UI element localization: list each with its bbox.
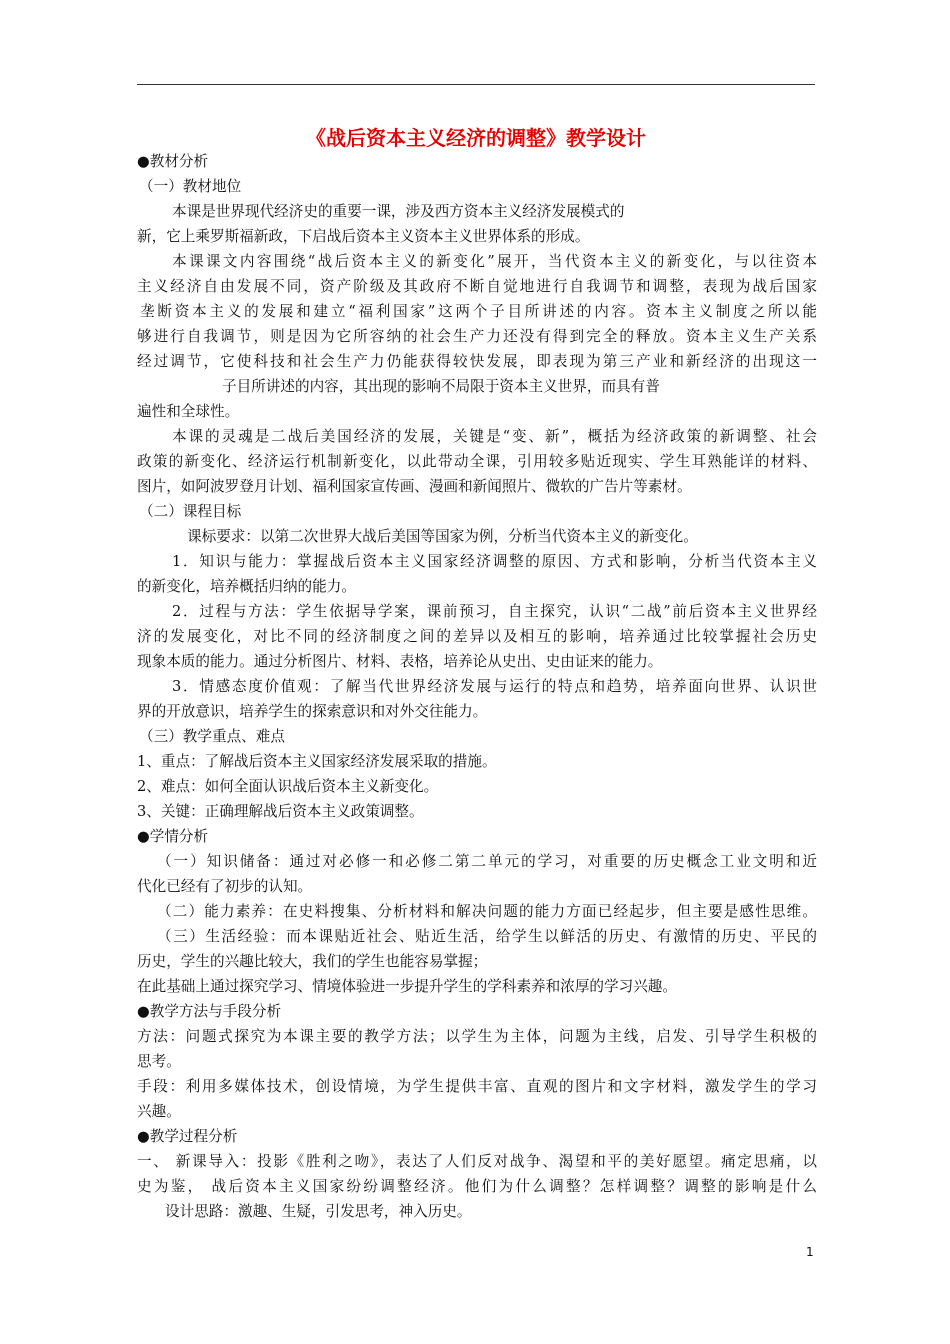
body-line: （三）教学重点、难点 (139, 728, 285, 745)
body-line: 思考。 (137, 1053, 181, 1070)
body-line: 主义经济自由发展不同，资产阶级及其政府不断自觉地进行自我调节和调整，表现为战后国家 (137, 278, 817, 295)
body-line: 设计思路：激趣、生疑，引发思考，神入历史。 (165, 1203, 472, 1220)
body-line: 界的开放意识，培养学生的探索意识和对外交往能力。 (137, 703, 488, 720)
body-line: ●教学过程分析 (137, 1128, 238, 1145)
body-line: （三）生活经验：而本课贴近社会、贴近生活，给学生以鲜活的历史、有激情的历史、平民的 (157, 928, 817, 945)
body-line: （二）能力素养：在史料搜集、分析材料和解决问题的能力方面已经起步，但主要是感性思维。 (157, 903, 817, 920)
body-line: 济的发展变化，对比不同的经济制度之间的差异以及相互的影响，培养通过比较掌握社会历史 (137, 628, 817, 645)
body-line: 政策的新变化、经济运行机制新变化，以此带动全课，引用较多贴近现实、学生耳熟能详的材料、 (137, 453, 817, 470)
body-line: 本课是世界现代经济史的重要一课，涉及西方资本主义经济发展模式的 (172, 203, 625, 220)
body-line: （一）教材地位 (139, 178, 242, 195)
body-line: 3、关键：正确理解战后资本主义政策调整。 (137, 803, 424, 820)
body-line: 2．过程与方法：学生依据导学案，课前预习，自主探究，认识“二战”前后资本主义世界经 (172, 603, 817, 620)
body-line: 本课课文内容围绕“战后资本主义的新变化”展开，当代资本主义的新变化，与以往资本 (172, 253, 817, 270)
body-line: 3．情感态度价值观：了解当代世界经济发展与运行的特点和趋势，培养面向世界、认识世 (172, 678, 817, 695)
body-line: 方法：问题式探究为本课主要的教学方法；以学生为主体，问题为主线，启发、引导学生积极的 (137, 1028, 817, 1045)
body-line: 1．知识与能力：掌握战后资本主义国家经济调整的原因、方式和影响，分析当代资本主义 (172, 553, 817, 570)
header-rule (137, 84, 815, 85)
body-line: ●学情分析 (137, 828, 209, 845)
body-line: 图片，如阿波罗登月计划、福利国家宣传画、漫画和新闻照片、微软的广告片等素材。 (137, 478, 692, 495)
body-line: 课标要求：以第二次世界大战后美国等国家为例，分析当代资本主义的新变化。 (187, 528, 698, 545)
body-line: ●教学方法与手段分析 (137, 1003, 282, 1020)
body-line: ●教材分析 (137, 153, 209, 170)
body-line: 垄断资本主义的发展和建立“福利国家”这两个子目所讲述的内容。资本主义制度之所以能 (140, 303, 817, 320)
page-number: 1 (806, 1245, 814, 1259)
body-line: 代化已经有了初步的认知。 (137, 878, 313, 895)
body-line: 1、重点：了解战后资本主义国家经济发展采取的措施。 (137, 753, 497, 770)
body-line: 的新变化，培养概括归纳的能力。 (137, 578, 356, 595)
body-line: 在此基础上通过探究学习、情境体验进一步提升学生的学科素养和浓厚的学习兴趣。 (137, 978, 677, 995)
body-line: 手段：利用多媒体技术，创设情境，为学生提供丰富、直观的图片和文字材料，激发学生的学习 (137, 1078, 817, 1095)
body-line: 本课的灵魂是二战后美国经济的发展，关键是“变、新”，概括为经济政策的新调整、社会 (172, 428, 817, 445)
body-line: 史为鉴， 战后资本主义国家纷纷调整经济。他们为什么调整？怎样调整？调整的影响是什么 (137, 1178, 817, 1195)
body-line: 2、难点：如何全面认识战后资本主义新变化。 (137, 778, 439, 795)
body-line: 子目所讲述的内容，其出现的影响不局限于资本主义世界，而具有普 (222, 378, 660, 395)
body-line: 经过调节，它使科技和社会生产力仍能获得较快发展，即表现为第三产业和新经济的出现这一 (137, 353, 817, 370)
body-line: （一）知识储备：通过对必修一和必修二第二单元的学习，对重要的历史概念工业文明和近 (157, 853, 817, 870)
body-line: 新，它上乘罗斯福新政，下启战后资本主义资本主义世界体系的形成。 (137, 228, 590, 245)
body-line: 兴趣。 (137, 1103, 181, 1120)
document-title: 《战后资本主义经济的调整》教学设计 (306, 126, 646, 150)
body-line: （二）课程目标 (139, 503, 242, 520)
body-line: 一、 新课导入：投影《胜利之吻》，表达了人们反对战争、渴望和平的美好愿望。痛定思痛，以 (137, 1153, 817, 1170)
body-line: 现象本质的能力。通过分析图片、材料、表格，培养论从史出、史由证来的能力。 (137, 653, 663, 670)
body-line: 够进行自我调节，则是因为它所容纳的社会生产力还没有得到完全的释放。资本主义生产关系 (137, 328, 817, 345)
body-line: 历史，学生的兴趣比较大，我们的学生也能容易掌握； (137, 953, 488, 970)
body-line: 遍性和全球性。 (137, 403, 240, 420)
